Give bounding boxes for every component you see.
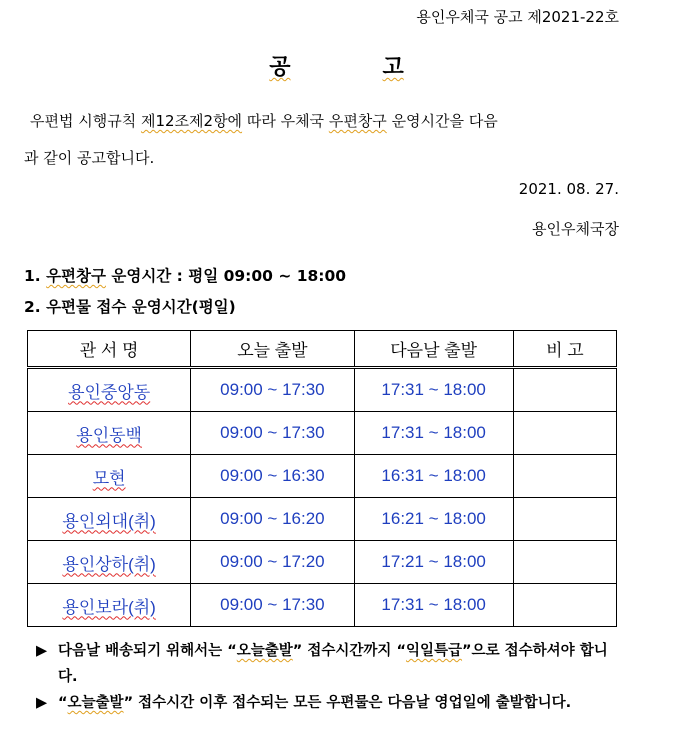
note-term: 오늘출발: [67, 695, 124, 711]
remarks: [513, 368, 616, 412]
note-item: [36, 638, 621, 690]
next-day-time: 16:31 ~ 18:00: [354, 455, 513, 498]
next-day-time: 17:21 ~ 18:00: [354, 541, 513, 584]
schedule-table: [27, 330, 617, 627]
next-day-time: 16:21 ~ 18:00: [354, 498, 513, 541]
remarks: [513, 455, 616, 498]
note-text: ” 접수시간까지 “: [292, 643, 406, 659]
body-line-2: 과 같이 공고합니다.: [24, 149, 155, 167]
office-name: 용인보라(취): [28, 584, 191, 627]
note-text: “: [58, 695, 68, 711]
office-name: 용인외대(취): [28, 498, 191, 541]
table-row: [28, 541, 617, 584]
header-next-day: 다음날 출발: [354, 331, 513, 368]
signer: 용인우체국장: [532, 220, 619, 238]
notice-number: 용인우체국 공고 제2021-22호: [416, 8, 619, 26]
office-name: 용인동백: [28, 412, 191, 455]
triangle-bullet-icon: ▶: [36, 695, 48, 711]
remarks: [513, 584, 616, 627]
next-day-time: 17:31 ~ 18:00: [354, 412, 513, 455]
body-ref: 제12조제2항에: [140, 112, 243, 130]
note-term: 오늘출발: [236, 643, 293, 659]
header-remarks: 비 고: [513, 331, 616, 368]
notes: [36, 638, 621, 716]
table-row: [28, 455, 617, 498]
body-term: 우편창구: [328, 112, 387, 130]
office-name: 용인상하(취): [28, 541, 191, 584]
table-row: [28, 412, 617, 455]
notice-date: 2021. 08. 27.: [518, 180, 619, 198]
body-text: 운영시간을 다음: [386, 112, 498, 130]
page-title: [0, 50, 673, 81]
table-header-row: [28, 331, 617, 368]
section-1-term: 우편창구: [46, 267, 106, 285]
section-2-heading: 2. 우편물 접수 운영시간(평일): [24, 298, 236, 316]
table-row: [28, 498, 617, 541]
body-line-1: [30, 110, 498, 131]
note-item: [36, 690, 621, 716]
next-day-time: 17:31 ~ 18:00: [354, 584, 513, 627]
note-term: 익일특급: [406, 643, 463, 659]
remarks: [513, 498, 616, 541]
body-text: 따라 우체국: [242, 112, 329, 130]
next-day-time: 17:31 ~ 18:00: [354, 368, 513, 412]
today-time: 09:00 ~ 17:30: [191, 584, 354, 627]
title-char-right: 고: [382, 55, 404, 80]
header-today: 오늘 출발: [191, 331, 354, 368]
table-row: [28, 584, 617, 627]
triangle-bullet-icon: ▶: [36, 643, 48, 659]
note-text: ”으로 접수하셔야 합니다.: [58, 643, 608, 685]
today-time: 09:00 ~ 17:20: [191, 541, 354, 584]
header-office: 관 서 명: [28, 331, 191, 368]
note-text: ” 접수시간 이후 접수되는 모든 우편물은 다음날 영업일에 출발합니다.: [123, 695, 572, 711]
section-1-rest: 운영시간 : 평일 09:00 ~ 18:00: [105, 267, 347, 285]
body-text: 우편법 시행규칙: [30, 112, 141, 130]
section-1-heading: [24, 264, 346, 286]
today-time: 09:00 ~ 17:30: [191, 412, 354, 455]
today-time: 09:00 ~ 16:30: [191, 455, 354, 498]
title-char-left: 공: [269, 55, 291, 80]
remarks: [513, 541, 616, 584]
office-name: 모현: [28, 455, 191, 498]
office-name: 용인중앙동: [28, 368, 191, 412]
remarks: [513, 412, 616, 455]
table-row: [28, 368, 617, 412]
today-time: 09:00 ~ 17:30: [191, 368, 354, 412]
note-text: 다음날 배송되기 위해서는 “: [58, 643, 237, 659]
section-1-number: 1.: [24, 267, 47, 285]
today-time: 09:00 ~ 16:20: [191, 498, 354, 541]
